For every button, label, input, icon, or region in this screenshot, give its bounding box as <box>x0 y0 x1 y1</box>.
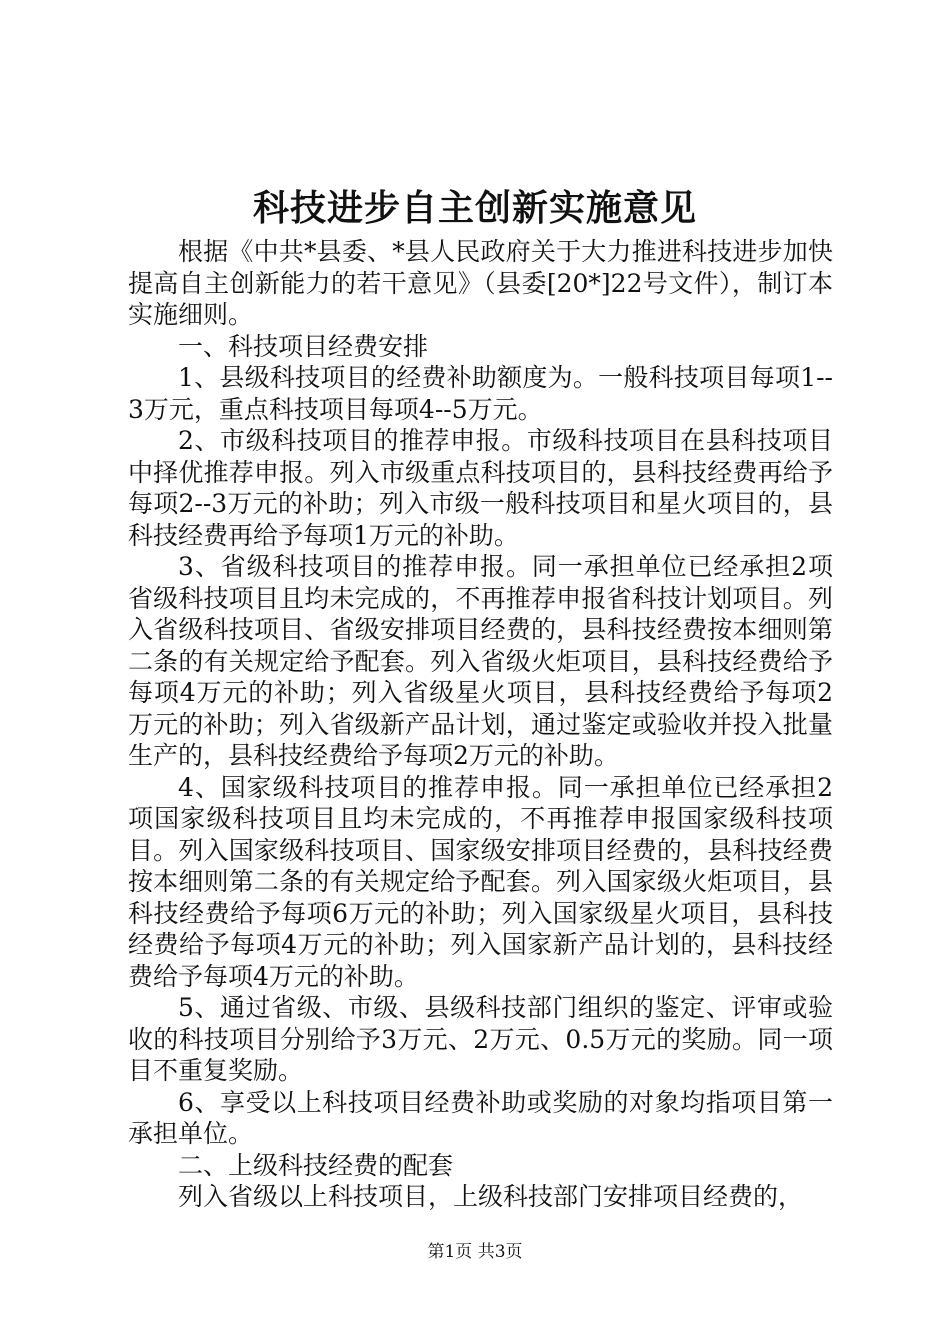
section-heading-1: 一、科技项目经费安排 <box>178 331 429 361</box>
paragraph-item-1: 1、县级科技项目的经费补助额度为。一般科技项目每项1--3万元，重点科技项目每项4--5万元。 <box>128 363 833 424</box>
paragraph-item-6: 6、享受以上科技项目经费补助或奖励的对象均指项目第一承担单位。 <box>128 1087 833 1148</box>
paragraph-item-5: 5、通过省级、市级、县级科技部门组织的鉴定、评审或验收的科技项目分别给予3万元、2万元、0.5万元的奖励。同一项目不重复奖励。 <box>128 993 833 1085</box>
document-title: 科技进步自主创新实施意见 <box>252 187 697 229</box>
paragraph-section-2: 列入省级以上科技项目，上级科技部门安排项目经费的， <box>178 1182 804 1211</box>
page-footer: 第1页 共3页 <box>427 1242 523 1262</box>
paragraph-intro: 根据《中共*县委、*县人民政府关于大力推进科技进步加快提高自主创新能力的若干意见》（县委[20*]22号文件），制订本实施细则。 <box>128 237 833 329</box>
paragraph-item-2: 2、市级科技项目的推荐申报。市级科技项目在县科技项目中择优推荐申报。列入市级重点科技项目的，县科技经费再给予每项2--3万元的补助；列入市级一般科技项目和星火项目的，县科技经费再给予每项1万元的补助。 <box>128 426 833 550</box>
section-heading-2: 二、上级科技经费的配套 <box>178 1150 454 1180</box>
document-body <box>128 236 833 1213</box>
paragraph-item-3: 3、省级科技项目的推荐申报。同一承担单位已经承担2项省级科技项目且均未完成的，不再推荐申报省科技计划项目。列入省级科技项目、省级安排项目经费的，县科技经费按本细则第二条的有关规定给予配套。列入省级火炬项目，县科技经费给予每项4万元的补助；列入省级星火项目，县科技经费给予每项2万元的补助；列入省级新产品计划，通过鉴定或验收并投入批量生产的，县科技经费给予每项2万元的补助。 <box>128 552 833 770</box>
paragraph-item-4: 4、国家级科技项目的推荐申报。同一承担单位已经承担2项国家级科技项目且均未完成的，不再推荐申报国家级科技项目。列入国家级科技项目、国家级安排项目经费的，县科技经费按本细则第二条的有关规定给予配套。列入国家级火炬项目，县科技经费给予每项6万元的补助；列入国家级星火项目，县科技经费给予每项4万元的补助；列入国家新产品计划的，县科技经费给予每项4万元的补助。 <box>128 772 833 991</box>
